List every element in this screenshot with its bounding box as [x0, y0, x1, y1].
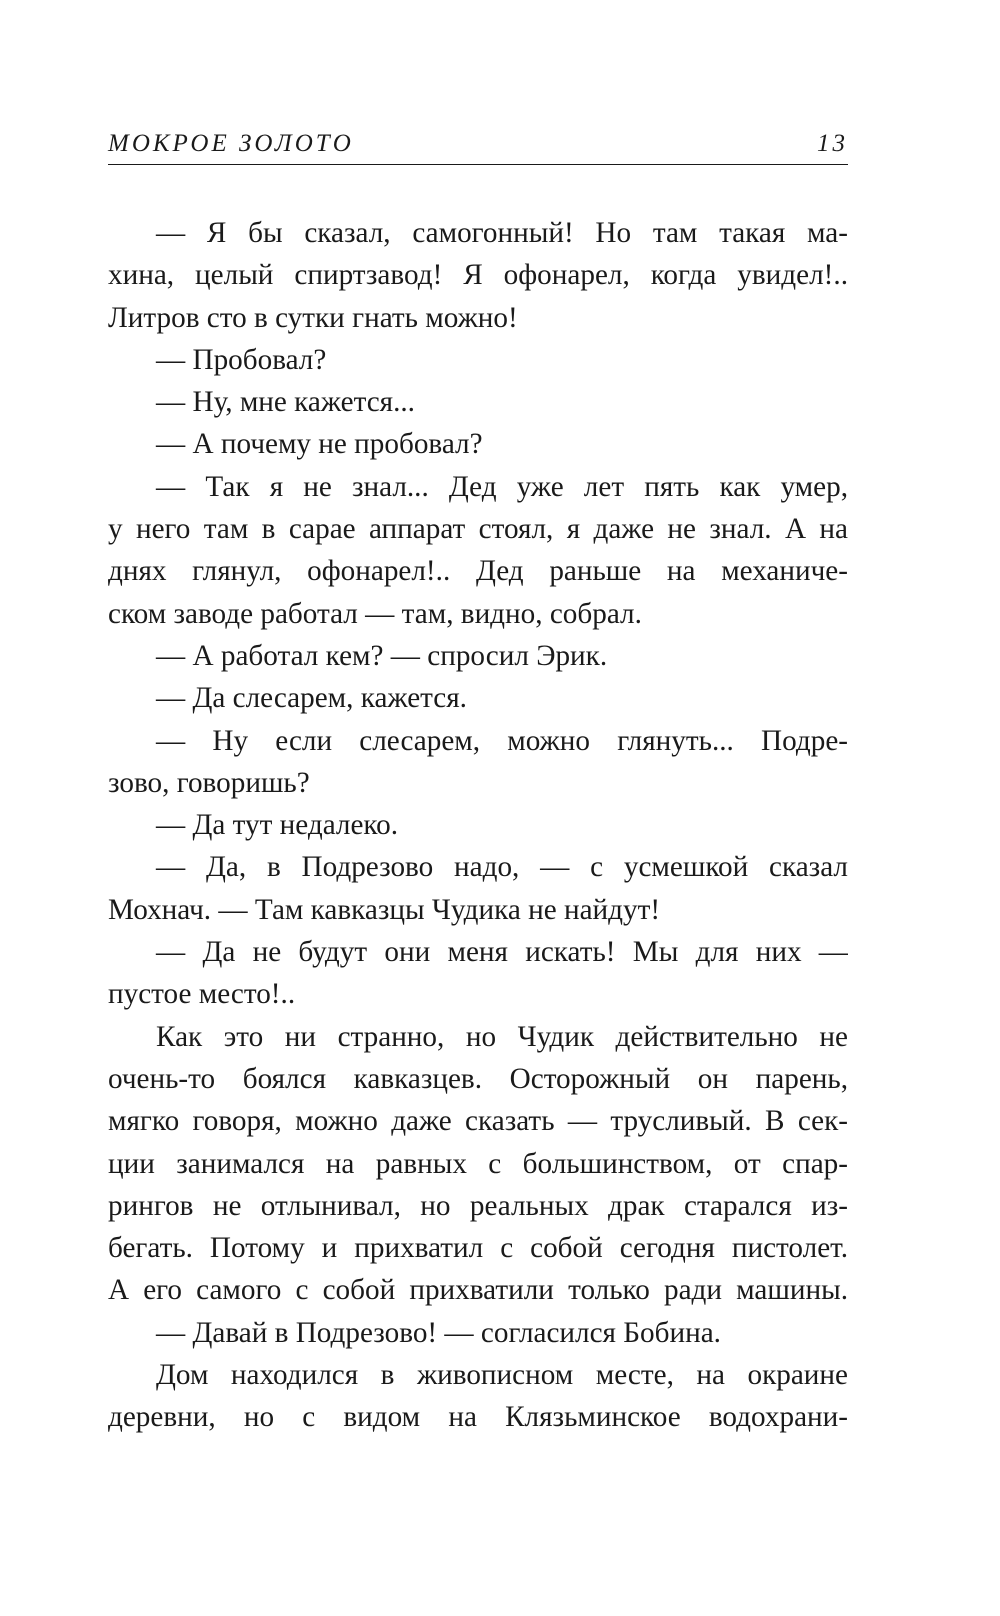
text-line: Как это ни странно, но Чудик действительно не	[156, 1020, 848, 1053]
text-line: очень-то боялся кавказцев. Осторожный он парень,	[108, 1062, 848, 1095]
text-line: — Да слесарем, кажется.	[156, 682, 467, 715]
text-line: ции занимался на равных с большинством, от спар-	[108, 1147, 848, 1180]
text-line: у него там в сарае аппарат стоял, я даже не знал. А на	[108, 513, 848, 546]
text-line: хина, целый спиртзавод! Я офонарел, когда увидел!..	[108, 259, 848, 292]
text-line: — Да не будут они меня искать! Мы для них —	[156, 936, 848, 969]
text-line: деревни, но с видом на Клязьминское водохрани-	[108, 1401, 848, 1434]
text-line: бегать. Потому и прихватил с собой сегодня пистолет.	[108, 1232, 848, 1265]
text-line: зово, говоришь?	[108, 766, 310, 799]
text-line: — Пробовал?	[156, 343, 327, 376]
text-line: — Ну если слесарем, можно глянуть... Подре-	[156, 724, 848, 757]
text-line: Мохнач. — Там кавказцы Чудика не найдут!	[108, 893, 661, 926]
text-line: — Я бы сказал, самогонный! Но там такая ма-	[156, 217, 848, 249]
text-line: — Давай в Подрезово! — согласился Бобина.	[156, 1316, 721, 1349]
page-number: 13	[817, 130, 848, 157]
text-line: рингов не отлынивал, но реальных драк старался из-	[108, 1189, 848, 1222]
text-line: — А почему не пробовал?	[156, 428, 483, 461]
running-head	[108, 128, 848, 165]
text-line: днях глянул, офонарел!.. Дед раньше на механиче-	[108, 555, 848, 588]
text-line: — А работал кем? — спросил Эрик.	[156, 639, 608, 672]
text-line: — Да тут недалеко.	[156, 809, 399, 842]
text-line: А его самого с собой прихватили только ради машины.	[108, 1274, 848, 1307]
text-body	[108, 212, 848, 1439]
text-line: мягко говоря, можно даже сказать — трусливый. В сек-	[108, 1105, 848, 1138]
text-line: — Ну, мне кажется...	[156, 386, 415, 419]
text-line: Литров сто в сутки гнать можно!	[108, 301, 518, 334]
text-line: ском заводе работал — там, видно, собрал.	[108, 597, 642, 630]
text-line: Дом находился в живописном месте, на окраине	[156, 1359, 848, 1392]
book-title: МОКРОЕ ЗОЛОТО	[108, 130, 354, 157]
text-line: — Да, в Подрезово надо, — с усмешкой сказал	[156, 851, 848, 884]
text-line: — Так я не знал... Дед уже лет пять как умер,	[156, 470, 848, 503]
text-line: пустое место!..	[108, 978, 296, 1011]
